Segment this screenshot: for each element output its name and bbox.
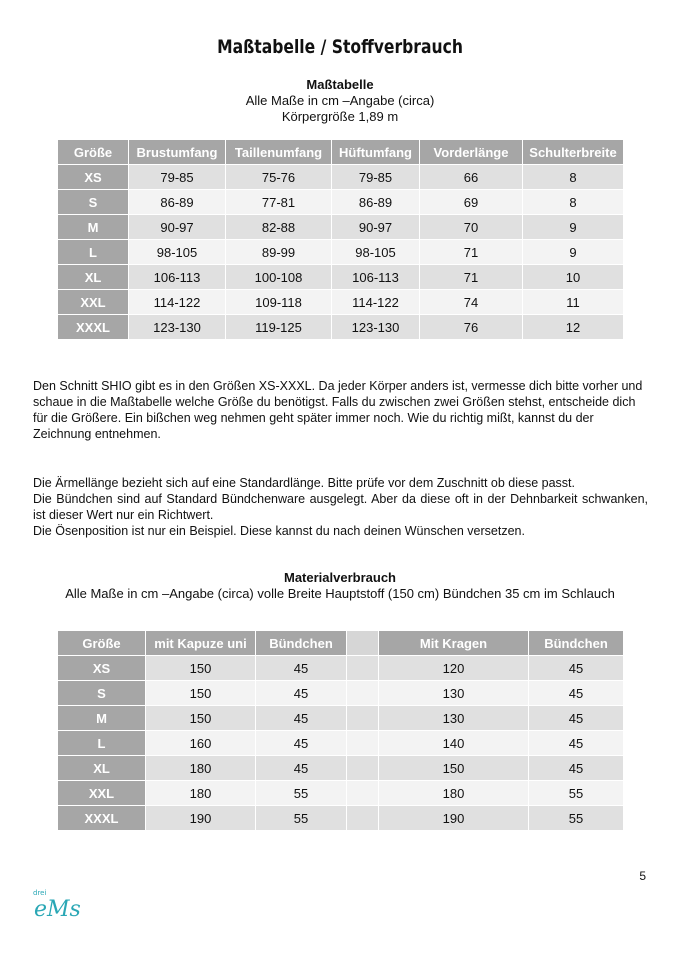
material-table [58, 631, 624, 831]
material-table-size-cell: XXL [58, 781, 146, 806]
size-table-value-cell: 82-88 [226, 215, 332, 240]
size-table-value-cell: 75-76 [226, 165, 332, 190]
size-table-value-cell: 74 [420, 290, 523, 315]
material-table-row [58, 681, 624, 706]
size-table-value-cell: 79-85 [332, 165, 420, 190]
size-table-row [58, 240, 624, 265]
size-table-value-cell: 8 [523, 190, 624, 215]
note-cuffs: Die Bündchen sind auf Standard Bündchenware ausgelegt. Aber da diese oft in der Dehnbarkeit schwanken, ist dieser Wert nur ein Richtwert. [33, 492, 648, 522]
material-table-header-cell: Mit Kragen [379, 631, 529, 656]
material-table-value-cell: 45 [256, 756, 347, 781]
size-table-value-cell: 11 [523, 290, 624, 315]
size-table-row [58, 290, 624, 315]
material-table-header [0, 570, 680, 602]
material-table-value-cell: 140 [379, 731, 529, 756]
material-table-value-cell [347, 781, 379, 806]
material-table-value-cell: 120 [379, 656, 529, 681]
size-table-subtitle-2: Körpergröße 1,89 m [281, 109, 399, 124]
size-table-value-cell: 90-97 [129, 215, 226, 240]
material-table-value-cell [347, 656, 379, 681]
size-table-header-row [58, 140, 624, 165]
material-table-value-cell: 130 [379, 681, 529, 706]
size-table-header-cell: Größe [58, 140, 129, 165]
material-table-value-cell: 55 [256, 781, 347, 806]
size-table-subtitle-1: Alle Maße in cm –Angabe (circa) [245, 93, 435, 108]
size-table-value-cell: 76 [420, 315, 523, 340]
size-table-value-cell: 106-113 [129, 265, 226, 290]
size-table-size-cell: M [58, 215, 129, 240]
size-table-value-cell: 106-113 [332, 265, 420, 290]
material-table-value-cell [347, 681, 379, 706]
material-table-heading: Materialverbrauch [284, 570, 396, 585]
size-table-heading: Maßtabelle [306, 77, 374, 92]
size-table-row [58, 165, 624, 190]
page-number: 5 [639, 869, 646, 883]
size-table-row [58, 315, 624, 340]
material-table-row [58, 731, 624, 756]
material-table-size-cell: S [58, 681, 146, 706]
size-table-value-cell: 100-108 [226, 265, 332, 290]
size-table-header-cell: Taillenumfang [226, 140, 332, 165]
material-table-value-cell: 45 [529, 731, 624, 756]
note-sleeve: Die Ärmellänge bezieht sich auf eine Standardlänge. Bitte prüfe vor dem Zuschnitt ob diese passt. [33, 476, 575, 490]
note-eyelets: Die Ösenposition ist nur ein Beispiel. Diese kannst du nach deinen Wünschen versetzen. [33, 524, 525, 538]
material-table-size-cell: XS [58, 656, 146, 681]
material-table-value-cell: 45 [256, 731, 347, 756]
size-table-header-cell: Schulterbreite [523, 140, 624, 165]
material-table-size-cell: M [58, 706, 146, 731]
material-table-size-cell: XL [58, 756, 146, 781]
size-table-value-cell: 66 [420, 165, 523, 190]
size-table-value-cell: 9 [523, 240, 624, 265]
size-table-size-cell: S [58, 190, 129, 215]
size-table-value-cell: 90-97 [332, 215, 420, 240]
size-table-value-cell: 86-89 [332, 190, 420, 215]
material-table-value-cell [347, 756, 379, 781]
material-table-row [58, 756, 624, 781]
intro-paragraph [33, 378, 648, 442]
size-table-value-cell: 69 [420, 190, 523, 215]
material-table-value-cell: 180 [146, 781, 256, 806]
material-table-row [58, 781, 624, 806]
size-table-value-cell: 109-118 [226, 290, 332, 315]
size-table-size-cell: XXXL [58, 315, 129, 340]
size-table-row [58, 190, 624, 215]
material-table-value-cell: 45 [256, 656, 347, 681]
material-table-header-cell: Bündchen [529, 631, 624, 656]
size-table-value-cell: 123-130 [129, 315, 226, 340]
material-table-value-cell: 55 [529, 806, 624, 831]
material-table-value-cell: 45 [529, 656, 624, 681]
material-table-value-cell: 55 [529, 781, 624, 806]
logo-text-large: eMs [34, 897, 81, 920]
size-table-header-cell: Vorderlänge [420, 140, 523, 165]
size-table-value-cell: 10 [523, 265, 624, 290]
size-table-row [58, 215, 624, 240]
material-table-value-cell: 55 [256, 806, 347, 831]
size-table-value-cell: 8 [523, 165, 624, 190]
material-table-value-cell: 150 [146, 706, 256, 731]
intro-text: Den Schnitt SHIO gibt es in den Größen XS-XXXL. Da jeder Körper anders ist, vermesse dich bitte vorher und schaue in die Maßtabelle welche Größe du benötigst. Falls du zwischen zwei Größen stehst, entscheide dich für die Größere. Ein bißchen weg nehmen geht später immer noch. Wie du richtig mißt, kannst du der Zeichnung entnehmen. [33, 379, 643, 441]
size-table-size-cell: XXL [58, 290, 129, 315]
material-table-value-cell: 160 [146, 731, 256, 756]
size-table-value-cell: 77-81 [226, 190, 332, 215]
size-table-value-cell: 98-105 [129, 240, 226, 265]
material-table-subtitle: Alle Maße in cm –Angabe (circa) volle Breite Hauptstoff (150 cm) Bündchen 35 cm im Schlauch [65, 586, 615, 601]
material-table-value-cell: 130 [379, 706, 529, 731]
size-table-value-cell: 114-122 [129, 290, 226, 315]
material-table-value-cell [347, 706, 379, 731]
size-table-header-cell: Hüftumfang [332, 140, 420, 165]
drei-ems-logo [30, 886, 94, 920]
material-table-header-cell [347, 631, 379, 656]
size-table-header-cell: Brustumfang [129, 140, 226, 165]
material-table-value-cell: 190 [146, 806, 256, 831]
material-table-value-cell: 180 [379, 781, 529, 806]
material-table-row [58, 656, 624, 681]
material-table-value-cell: 180 [146, 756, 256, 781]
material-table-row [58, 706, 624, 731]
size-table-value-cell: 98-105 [332, 240, 420, 265]
size-table-value-cell: 71 [420, 265, 523, 290]
material-table-size-cell: L [58, 731, 146, 756]
size-table-size-cell: XL [58, 265, 129, 290]
size-table-value-cell: 71 [420, 240, 523, 265]
page-title: Maßtabelle / Stoffverbrauch [217, 36, 463, 58]
material-table-value-cell: 150 [146, 681, 256, 706]
size-table-value-cell: 114-122 [332, 290, 420, 315]
material-table-value-cell: 45 [256, 706, 347, 731]
material-table-row [58, 806, 624, 831]
size-table-value-cell: 79-85 [129, 165, 226, 190]
logo-text-small: drei [33, 889, 47, 897]
material-table-header-cell: Bündchen [256, 631, 347, 656]
material-table-value-cell: 45 [529, 706, 624, 731]
size-table-row [58, 265, 624, 290]
size-table [58, 140, 624, 340]
size-table-value-cell: 123-130 [332, 315, 420, 340]
material-table-header-cell: mit Kapuze uni [146, 631, 256, 656]
material-table-header-row [58, 631, 624, 656]
material-table-value-cell: 150 [146, 656, 256, 681]
size-table-value-cell: 9 [523, 215, 624, 240]
size-table-header [0, 77, 680, 125]
material-table-value-cell: 45 [529, 756, 624, 781]
material-table-value-cell [347, 806, 379, 831]
size-table-value-cell: 119-125 [226, 315, 332, 340]
material-table-size-cell: XXXL [58, 806, 146, 831]
size-table-size-cell: L [58, 240, 129, 265]
notes-paragraph [33, 475, 648, 539]
size-table-value-cell: 12 [523, 315, 624, 340]
size-table-value-cell: 70 [420, 215, 523, 240]
material-table-value-cell [347, 731, 379, 756]
size-table-size-cell: XS [58, 165, 129, 190]
material-table-value-cell: 190 [379, 806, 529, 831]
material-table-value-cell: 45 [256, 681, 347, 706]
material-table-header-cell: Größe [58, 631, 146, 656]
size-table-value-cell: 86-89 [129, 190, 226, 215]
material-table-value-cell: 150 [379, 756, 529, 781]
size-table-value-cell: 89-99 [226, 240, 332, 265]
material-table-value-cell: 45 [529, 681, 624, 706]
